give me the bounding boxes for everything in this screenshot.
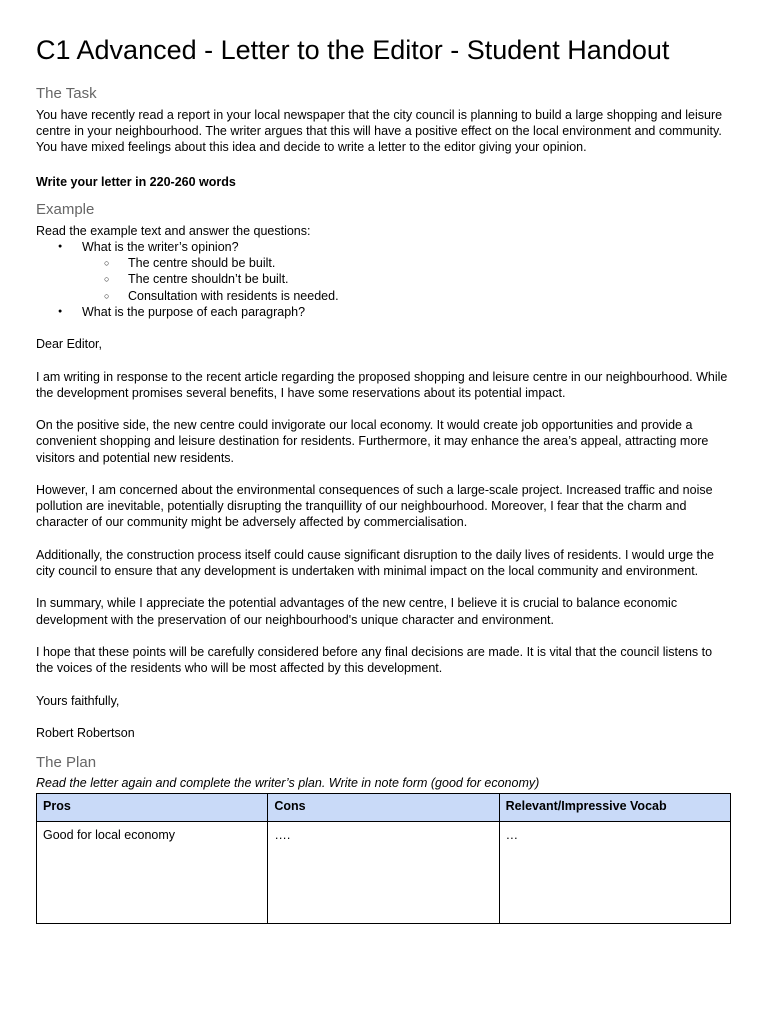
question-opinion: What is the writer’s opinion? [82, 240, 239, 255]
column-header-cons: Cons [268, 794, 499, 822]
letter-paragraph: Additionally, the construction process itself could cause significant disruption to the daily lives of residents. I would urge the city council to ensure that any development is undertaken with minimal impact on the local community and environment. [36, 547, 714, 578]
plan-instruction: Read the letter again and complete the writer’s plan. Write in note form (good for economy) [36, 776, 540, 791]
table-header-row [37, 794, 731, 822]
letter-paragraph: However, I am concerned about the environmental consequences of such a large-scale project. Increased traffic and noise pollution are inevitable, potentially disrupting the tranquillity of our neighbourhood. Moreover, I fear that the charm and character of our community might be adversely affected by commercialisation. [36, 483, 713, 530]
column-header-pros: Pros [37, 794, 268, 822]
letter-paragraph: I am writing in response to the recent article regarding the proposed shopping and leisure centre in our neighbourhood. While the development promises several benefits, I have some reservations about its potential impact. [36, 369, 728, 400]
example-heading: Example [36, 200, 95, 218]
table-row [37, 822, 731, 924]
example-letter [36, 336, 732, 741]
question-purpose: What is the purpose of each paragraph? [82, 304, 306, 319]
letter-signature: Robert Robertson [36, 725, 135, 740]
cell-vocab[interactable]: … [499, 822, 730, 924]
list-item: ○ The centre shouldn’t be built. [82, 271, 732, 287]
letter-salutation: Dear Editor, [36, 337, 103, 352]
list-item [36, 304, 732, 320]
list-item: ○ The centre should be built. [82, 255, 732, 271]
list-item: ○ Consultation with residents is needed. [82, 288, 732, 304]
option-list [82, 255, 732, 304]
list-item [36, 239, 732, 304]
cell-cons[interactable]: …. [268, 822, 499, 924]
column-header-vocab: Relevant/Impressive Vocab [499, 794, 730, 822]
plan-table [36, 793, 731, 924]
letter-closing: Yours faithfully, [36, 693, 120, 708]
page-title: C1 Advanced - Letter to the Editor - Student Handout [36, 35, 670, 65]
question-list [36, 239, 732, 320]
cell-pros[interactable]: Good for local economy [37, 822, 268, 924]
task-text: You have recently read a report in your local newspaper that the city council is planning to build a large shopping and leisure centre in your neighbourhood. The writer argues that this will have a positive effect on the local environment and community. You have mixed feelings about this idea and decide to write a letter to the editor giving your opinion. [36, 108, 723, 155]
task-heading: The Task [36, 85, 97, 102]
letter-paragraph: In summary, while I appreciate the potential advantages of the new centre, I believe it is crucial to balance economic development with the preservation of our neighbourhood's unique character and environment. [36, 596, 678, 627]
letter-paragraph: On the positive side, the new centre could invigorate our local economy. It would create job opportunities and provide a convenient shopping and leisure destination for residents. Furthermore, it may enhance the area’s appeal, attracting more visitors and potential new residents. [36, 418, 709, 465]
plan-heading: The Plan [36, 754, 97, 772]
letter-paragraph: I hope that these points will be carefully considered before any final decisions are made. It is vital that the council listens to the voices of the residents who will be most affected by this development. [36, 644, 713, 676]
example-intro: Read the example text and answer the questions: [36, 223, 311, 238]
word-limit: Write your letter in 220-260 words [36, 174, 236, 189]
